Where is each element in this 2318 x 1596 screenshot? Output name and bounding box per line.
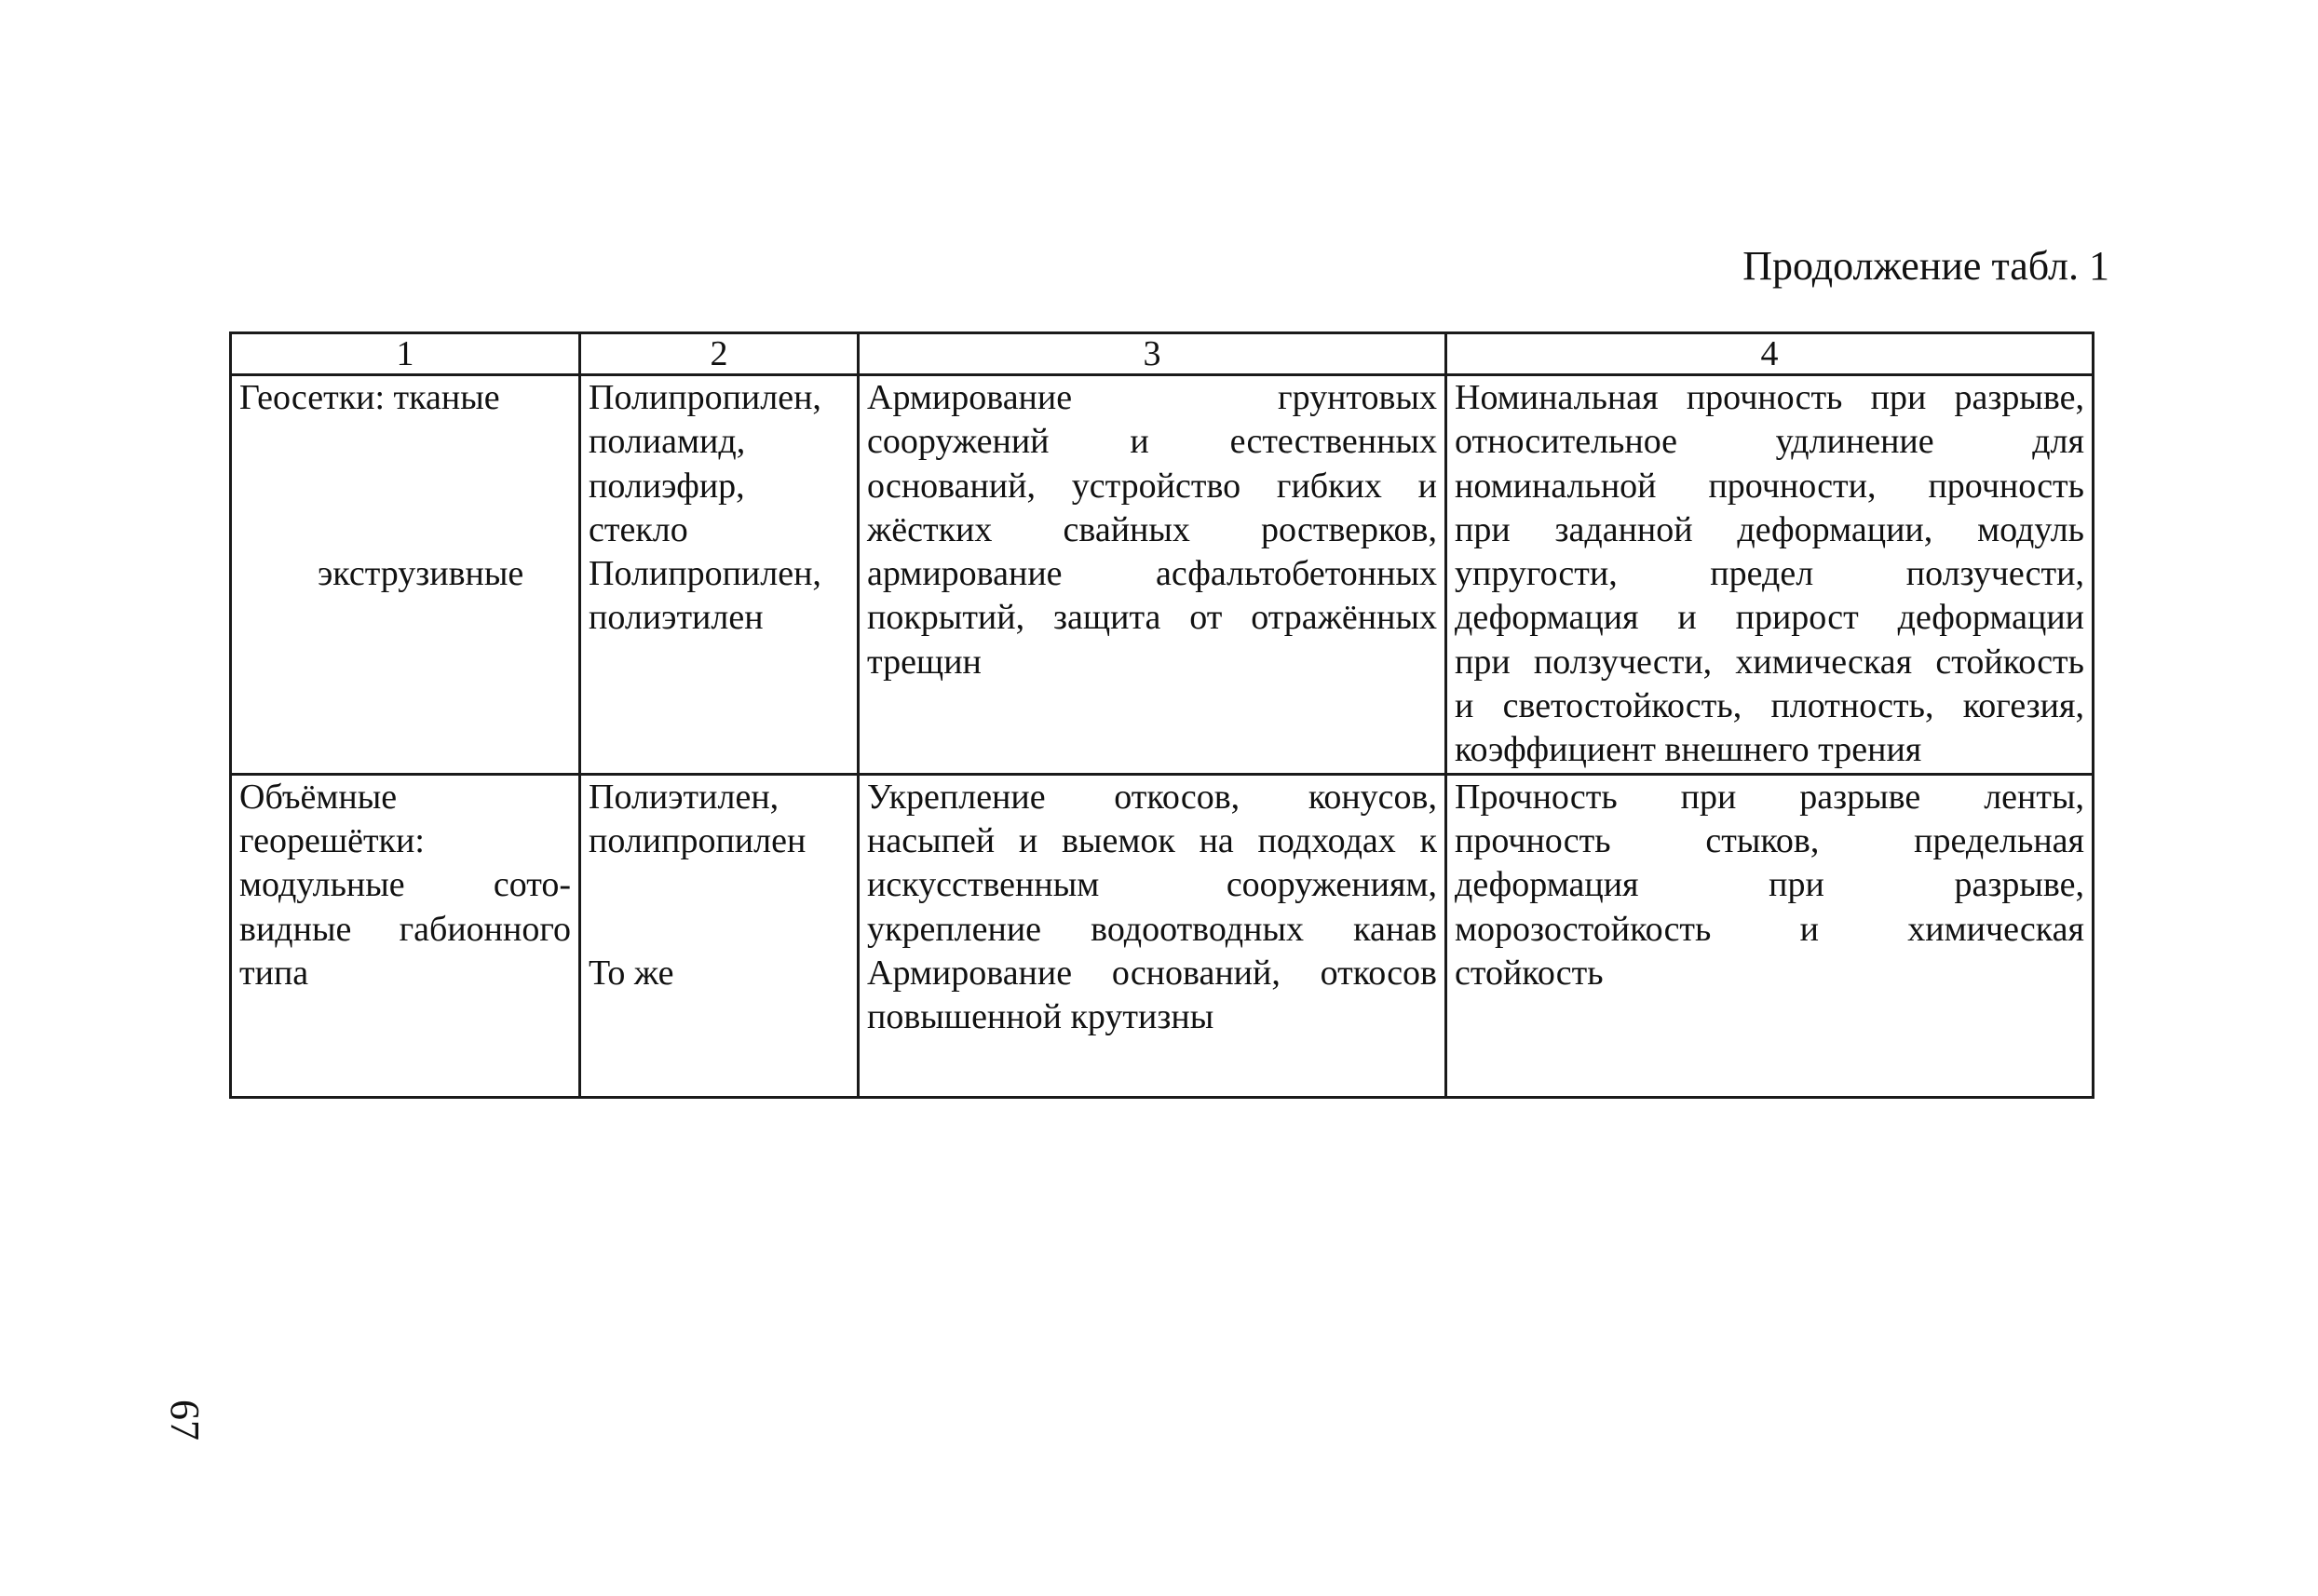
column-header-1: 1 [231,333,580,375]
table-row [231,774,2094,1097]
cell-line: укрепление водоотводных канав [867,909,1437,949]
cell-line: экструзивные [318,554,524,594]
cell-line: номинальной прочности, прочность [1455,466,2084,506]
cell-line: покрытий, защита от отражённых [867,598,1437,638]
cell-line: Номинальная прочность при разрыве, [1455,378,2084,417]
cell-line: упругости, предел ползучести, [1455,554,2084,594]
cell-line: сооружений и естественных [867,422,1437,462]
cell-line: Объёмные [239,777,398,817]
cell-line: полипропилен [589,820,807,860]
properties-cell [1446,375,2094,775]
cell-line: Полиэтилен, [589,777,779,817]
cell-line: георешётки: [239,820,425,860]
cell-line: деформация при разрыве, [1455,865,2084,905]
cell-line: повышенной крутизны [867,997,1214,1037]
materials-table [229,331,2094,1099]
cell-line: оснований, устройство гибких и [867,466,1437,506]
cell-line: видные габионного [239,909,571,949]
cell-line: Прочность при разрыве ленты, [1455,777,2084,817]
cell-line: коэффициент внешнего трения [1455,730,1922,770]
cell-line: армирование асфальтобетонных [867,554,1437,594]
column-header-3: 3 [859,333,1446,375]
cell-line: Геосетки: тканые [239,378,500,417]
cell-line: Армирование оснований, откосов [867,953,1437,993]
cell-line: морозостойкость и химическая [1455,909,2084,949]
cell-line: трещин [867,642,982,682]
cell-line: деформация и прирост деформации [1455,598,2084,638]
cell-line: модульные сото- [239,865,571,905]
cell-line: относительное удлинение для [1455,422,2084,462]
header-row [231,333,2094,375]
properties-cell [1446,774,2094,1097]
application-cell [859,774,1446,1097]
raw-material-cell [580,375,859,775]
cell-line: То же [589,953,674,993]
cell-line: искусственным сооружениям, [867,865,1437,905]
raw-material-cell [580,774,859,1097]
column-header-2: 2 [580,333,859,375]
table-continuation-caption: Продолжение табл. 1 [1742,243,2109,289]
material-type-cell [231,375,580,775]
material-type-cell [231,774,580,1097]
cell-line: Армирование грунтовых [867,378,1437,417]
cell-line: насыпей и выемок на подходах к [867,820,1437,860]
application-cell [859,375,1446,775]
cell-line: и светостойкость, плотность, когезия, [1455,686,2084,726]
cell-line: полиэфир, [589,466,745,506]
column-header-4: 4 [1446,333,2094,375]
cell-line: при ползучести, химическая стойкость [1455,642,2084,682]
cell-line: стекло [589,509,688,549]
cell-line: типа [239,953,309,993]
cell-line: при заданной деформации, модуль [1455,509,2084,549]
cell-line: Полипропилен, [589,554,821,594]
cell-line: прочность стыков, предельная [1455,820,2084,860]
cell-line: полиэтилен [589,598,764,638]
table-row [231,375,2094,775]
cell-line: Полипропилен, [589,378,821,417]
cell-line: стойкость [1455,953,1604,993]
cell-line: полиамид, [589,422,746,462]
page-number: 67 [162,1400,208,1440]
cell-line: Укрепление откосов, конусов, [867,777,1437,817]
cell-line: жёстких свайных ростверков, [867,509,1437,549]
